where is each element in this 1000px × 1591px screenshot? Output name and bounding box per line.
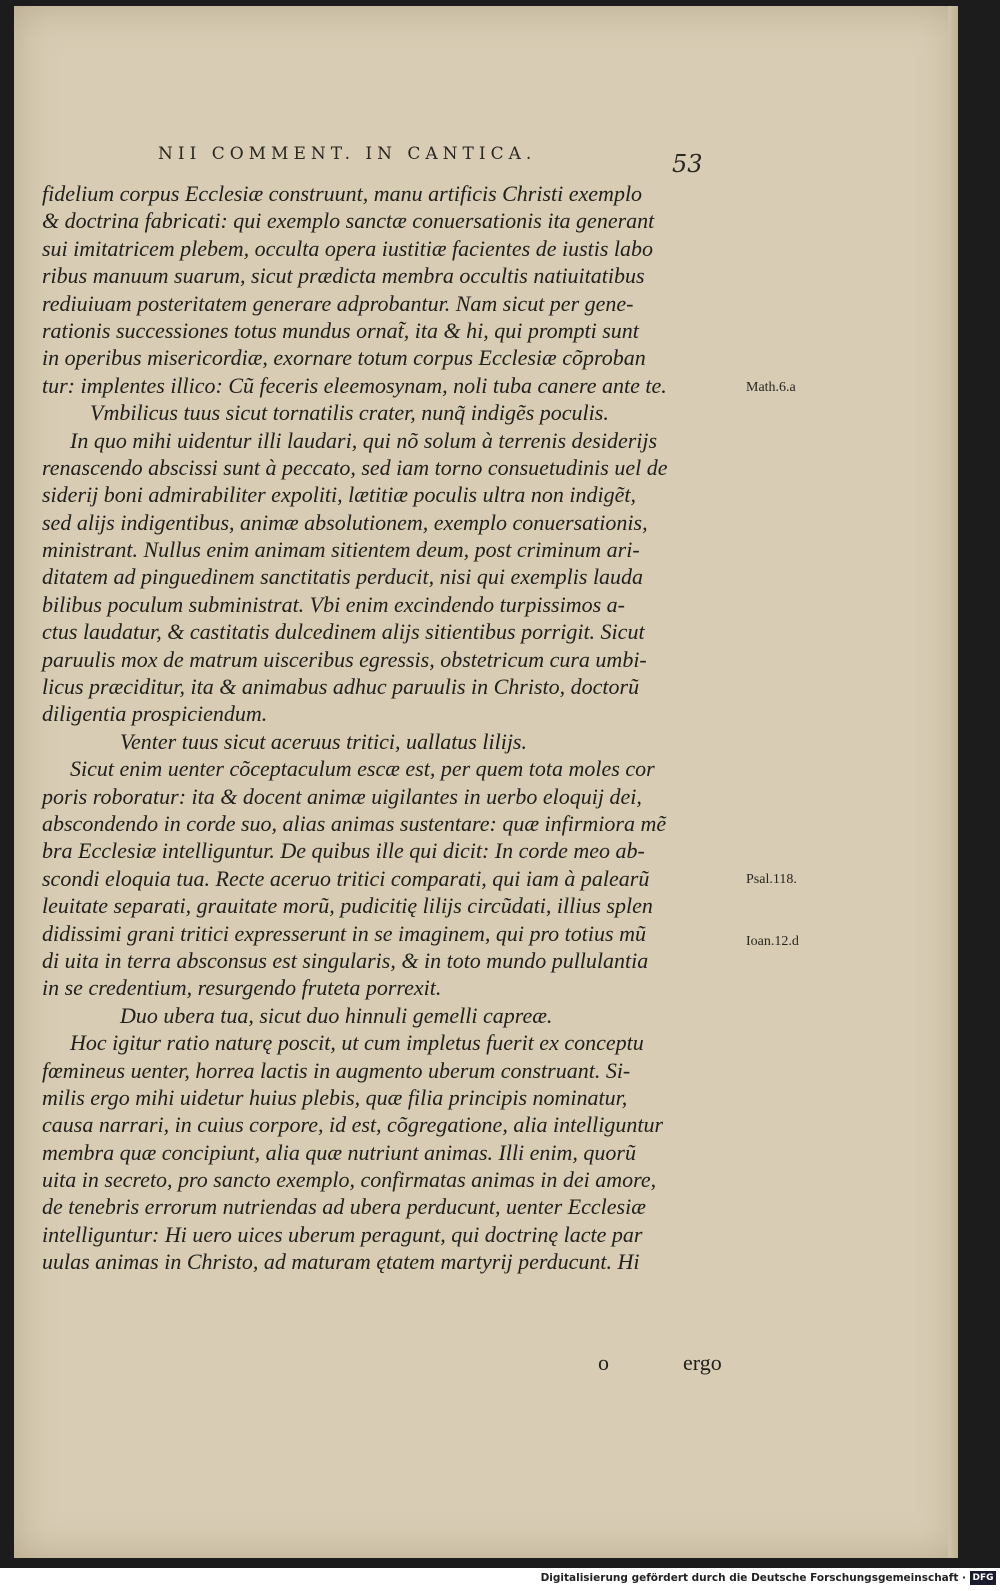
text-line: ditatem ad pinguedinem sanctitatis perducit, nisi qui exemplis lauda (42, 564, 644, 590)
text-line: intelliguntur: Hi uero uices uberum peragunt, qui doctrinę lacte par (42, 1221, 643, 1247)
text-line: didissimi grani tritici expresserunt in se imaginem, qui pro totius mũ (42, 920, 646, 946)
footer-bar (0, 1568, 1000, 1591)
verse-heading: Venter tuus sicut aceruus tritici, uallatus lilijs. (120, 728, 527, 754)
text-line: rationis successiones totus mundus ornat̃, ita & hi, qui prompti sunt (42, 317, 639, 343)
text-line: de tenebris errorum nutriendas ad ubera perducunt, uenter Ecclesiæ (42, 1194, 646, 1220)
text-line: In quo mihi uidentur illi laudari, qui nõ solum à terrenis desiderijs (70, 427, 658, 453)
margin-note-math: Math.6.a (746, 380, 796, 395)
text-line: paruulis mox de matrum uisceribus egressis, obstetricum cura umbi- (42, 646, 647, 672)
page-number: 53 (672, 150, 703, 178)
text-line: sui imitatricem plebem, occulta opera iustitiæ facientes de iustis labo (42, 235, 654, 261)
text-line: in se credentium, resurgendo fruteta porrexit. (42, 975, 442, 1001)
verse-heading: Duo ubera tua, sicut duo hinnuli gemelli capreæ. (120, 1002, 553, 1028)
text-line: licus præciditur, ita & animabus adhuc paruulis in Christo, doctorũ (42, 674, 640, 700)
running-head: NII COMMENT. IN CANTICA. (158, 144, 537, 164)
margin-note-ioan: Ioan.12.d (746, 934, 799, 949)
text-line: abscondendo in corde suo, alias animas sustentare: quæ infirmiora mẽ (42, 810, 667, 836)
text-line: in operibus misericordiæ, exornare totum corpus Ecclesiæ cõproban (42, 345, 646, 371)
margin-note-psal: Psal.118. (746, 872, 797, 887)
text-line: fœmineus uenter, horrea lactis in augmento uberum construant. Si- (42, 1057, 631, 1083)
text-line: Sicut enim uenter cõceptaculum escæ est, per quem tota moles cor (70, 756, 655, 782)
text-line: & doctrina fabricati: qui exemplo sanctæ conuersationis ita generant (42, 208, 655, 234)
text-line: milis ergo mihi uidetur huius plebis, quæ filia principis nominatur, (42, 1084, 628, 1110)
text-line: ministrant. Nullus enim animam sitientem deum, post criminum ari- (42, 537, 640, 563)
text-line: bra Ecclesiæ intelliguntur. De quibus ille qui dicit: In corde meo ab- (42, 838, 645, 864)
text-line: sed alijs indigentibus, animæ absolutionem, exemplo conuersationis, (42, 509, 648, 535)
text-line: ctus laudatur, & castitatis dulcedinem alijs sitientibus porrigit. Sicut (42, 619, 645, 645)
text-line: renascendo abscissi sunt à peccato, sed iam torno consuetudinis uel de (42, 454, 668, 480)
text-line: fidelium corpus Ecclesiæ construunt, manu artificis Christi exemplo (42, 181, 643, 206)
text-line: causa narrari, in cuius corpore, id est, cõgregatione, alia intelliguntur (42, 1112, 664, 1138)
page-edge (948, 6, 958, 1558)
text-line: bilibus poculum subministrat. Vbi enim excindendo turpissimos a- (42, 591, 625, 617)
text-line: di uita in terra absconsus est singularis, & in toto mundo pullulantia (42, 947, 649, 973)
catchword: ergo (683, 1350, 722, 1375)
text-line: Hoc igitur ratio naturę poscit, ut cum impletus fuerit ex conceptu (70, 1030, 644, 1056)
dfg-logo-icon: DFG (970, 1571, 996, 1585)
text-line: diligentia prospiciendum. (42, 701, 268, 727)
text-line: uulas animas in Christo, ad maturam ętatem martyrij perducunt. Hi (42, 1249, 640, 1275)
funding-credit: Digitalisierung gefördert durch die Deutsche Forschungsgemeinschaft · (540, 1572, 966, 1584)
text-line: ribus manuum suarum, sicut prædicta membra occultis natiuitatibus (42, 263, 645, 289)
text-line: rediuiuam posteritatem generare adprobantur. Nam sicut per gene- (42, 290, 634, 316)
text-line: poris roboratur: ita & docent animæ uigilantes in uerbo eloquij dei, (42, 783, 642, 809)
verse-heading: Vmbilicus tuus sicut tornatilis crater, nunq̃ indigẽs poculis. (90, 400, 609, 426)
text-line: tur: implentes illico: Cũ feceris eleemosynam, noli tuba canere ante te. (42, 372, 667, 398)
text-line: uita in secreto, pro sancto exemplo, confirmatas animas in dei amore, (42, 1167, 657, 1193)
text-line: siderij boni admirabiliter expoliti, lætitiæ poculis ultra non indigẽt, (42, 482, 636, 508)
text-line: scondi eloquia tua. Recte aceruo tritici comparati, qui iam à palearũ (42, 865, 650, 891)
body-text (42, 180, 742, 1276)
signature-mark: o (598, 1350, 609, 1375)
text-line: membra quæ concipiunt, alia quæ nutriunt animas. Illi enim, quorũ (42, 1139, 636, 1165)
text-line: leuitate separati, grauitate morũ, pudicitię lilijs circũdati, illius splen (42, 893, 653, 919)
